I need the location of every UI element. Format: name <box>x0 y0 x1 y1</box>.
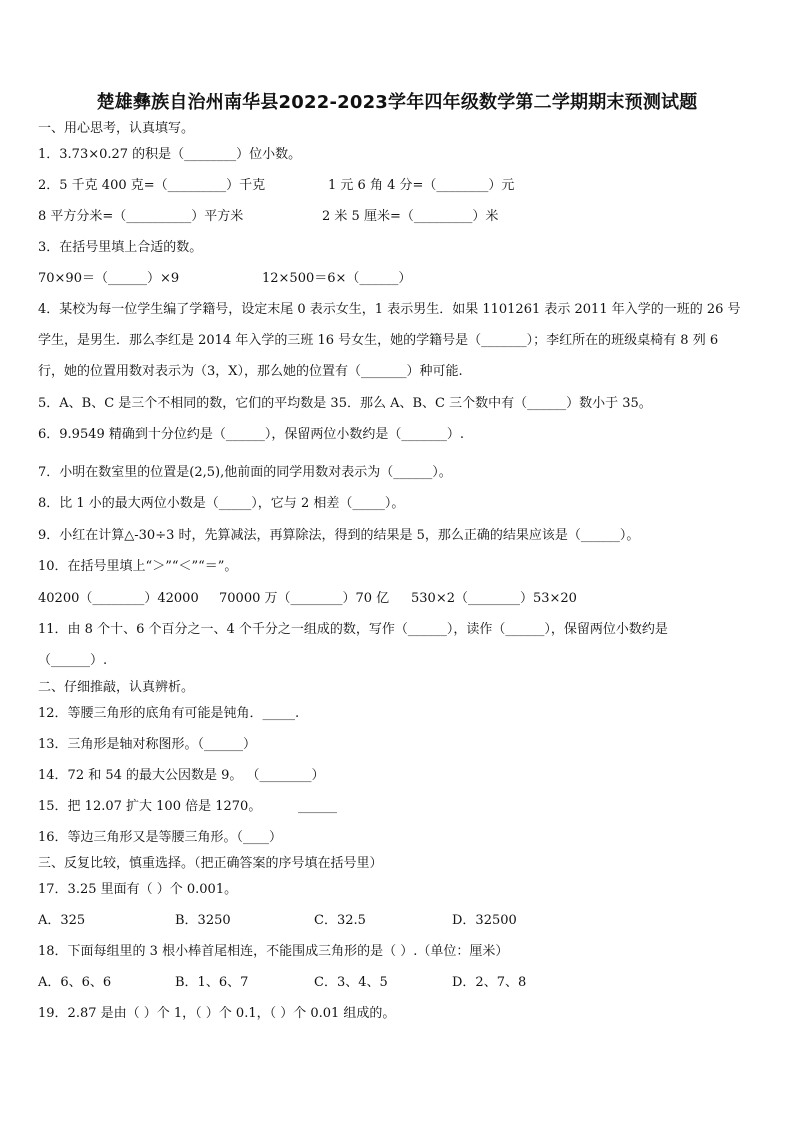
question-15-blank: ______ <box>298 799 337 814</box>
question-3-part-a: 70×90＝（______）×9 <box>38 271 180 286</box>
question-7: 7．小明在数室里的位置是(2,5),他前面的同学用数对表示为（______）。 <box>38 465 452 480</box>
question-11-line-2: （______）. <box>38 653 108 668</box>
question-2-part-a: 2．5 千克 400 克=（_________）千克 <box>38 178 266 193</box>
question-18-option-c: C．3、4、5 <box>314 975 388 990</box>
question-18: 18．下面每组里的 3 根小棒首尾相连，不能围成三角形的是（ ）.（单位：厘米） <box>38 944 509 959</box>
question-1: 1．3.73×0.27 的积是（________）位小数。 <box>38 147 302 162</box>
section-3-heading: 三、反复比较，慎重选择。（把正确答案的序号填在括号里） <box>38 856 383 871</box>
question-16: 16．等边三角形又是等腰三角形。（____） <box>38 830 283 845</box>
question-4-line-2: 学生，是男生．那么李红是 2014 年入学的三班 16 号女生，她的学籍号是（_______）；李红所在的班级桌椅有 8 列 6 <box>38 333 719 348</box>
question-18-option-a: A．6、6、6 <box>38 975 112 990</box>
question-4-line-3: 行，她的位置用数对表示为（3，X），那么她的位置有（_______）种可能. <box>38 364 463 379</box>
question-8: 8．比 1 小的最大两位小数是（_____），它与 2 相差（_____）。 <box>38 496 405 511</box>
question-18-option-d: D．2、7、8 <box>452 975 527 990</box>
question-13: 13．三角形是轴对称图形。（______） <box>38 737 257 752</box>
question-5: 5．A、B、C 是三个不相同的数，它们的平均数是 35．那么 A、B、C 三个数中有（______）数小于 35。 <box>38 396 652 411</box>
question-14: 14．72 和 54 的最大公因数是 9。 （________） <box>38 768 325 783</box>
question-17-option-a: A．325 <box>38 913 86 928</box>
question-10-part-c: 530×2（________）53×20 <box>411 591 577 606</box>
question-3-part-b: 12×500＝6×（______） <box>262 271 412 286</box>
question-2-part-c: 8 平方分米=（__________）平方米 <box>38 209 244 224</box>
question-2-part-d: 2 米 5 厘米=（_________）米 <box>322 209 499 224</box>
question-17-option-c: C．32.5 <box>314 913 366 928</box>
question-18-option-b: B．1、6、7 <box>175 975 249 990</box>
question-11-line-1: 11．由 8 个十、6 个百分之一、4 个千分之一组成的数，写作（______），读作（______），保留两位小数约是 <box>38 622 668 637</box>
question-19: 19．2.87 是由（ ）个 1，（ ）个 0.1，（ ）个 0.01 组成的。 <box>38 1006 396 1021</box>
question-12: 12．等腰三角形的底角有可能是钝角．_____. <box>38 706 300 721</box>
section-2-heading: 二、仔细推敲，认真辨析。 <box>38 680 195 695</box>
question-15: 15．把 12.07 扩大 100 倍是 1270。 <box>38 799 262 814</box>
question-9: 9．小红在计算△-30÷3 时，先算减法，再算除法，得到的结果是 5，那么正确的结果应该是（______）。 <box>38 528 640 543</box>
question-3: 3．在括号里填上合适的数。 <box>38 240 203 255</box>
section-1-heading: 一、用心思考，认真填写。 <box>38 121 195 136</box>
question-17-option-d: D．32500 <box>452 913 517 928</box>
question-6: 6．9.9549 精确到十分位约是（______），保留两位小数约是（_______）. <box>38 427 465 442</box>
question-17: 17．3.25 里面有（ ）个 0.001。 <box>38 882 238 897</box>
question-4-line-1: 4．某校为每一位学生编了学籍号，设定末尾 0 表示女生，1 表示男生．如果 1101261 表示 2011 年入学的一班的 26 号 <box>38 302 741 317</box>
question-10: 10．在括号里填上“＞”“＜”“＝”。 <box>38 559 238 574</box>
exam-title: 楚雄彝族自治州南华县2022-2023学年四年级数学第二学期期末预测试题 <box>96 92 698 113</box>
question-17-option-b: B．3250 <box>175 913 231 928</box>
question-2-part-b: 1 元 6 角 4 分=（________）元 <box>328 178 515 193</box>
question-10-part-b: 70000 万（________）70 亿 <box>219 591 390 606</box>
question-10-part-a: 40200（________）42000 <box>38 591 199 606</box>
